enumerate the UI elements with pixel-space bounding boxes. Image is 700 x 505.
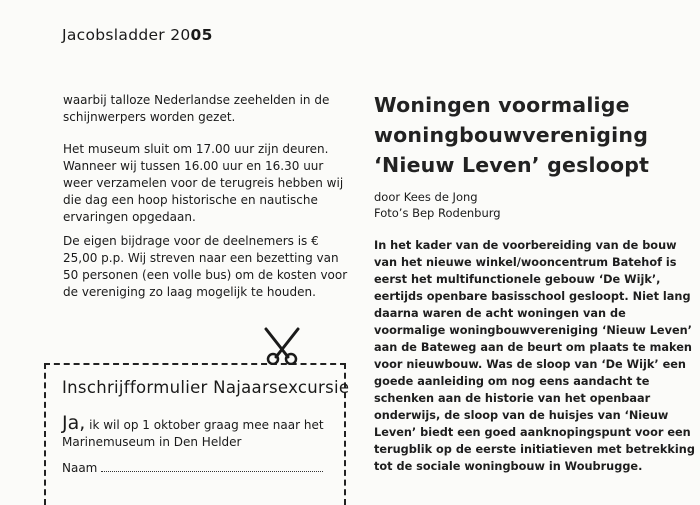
header-prefix: Jacobsladder 20 xyxy=(62,26,191,44)
form-title: Inschrijfformulier Najaarsexcursie xyxy=(62,378,350,397)
page-header xyxy=(62,26,213,44)
article-intro: In het kader van de voorbereiding van de bouw van het nieuwe winkel/wooncentrum Batehof is eerst het multifunctionele gebouw ‘De Wijk’, eertijds openbare basisschool gesloopt. Niet lang daarna waren de acht woningen van de voormalige woningbouwvereniging ‘Nieuw Leven’ aan de Bateweg aan de beurt om plaats te maken voor nieuwbouw. Was de sloop van ‘De Wijk’ een goede aanleiding om nog eens aandacht te schenken aan de historie van het openbaar onderwijs, de sloop van de huisjes van ‘Nieuw Leven’ biedt een goed aanknopingspunt voor een terugblik op de eerste initiatieven met betrekking tot de sociale woningbouw in Woubrugge. xyxy=(374,239,695,473)
form-signup-line: ik wil op 1 oktober graag mee naar het Marinemuseum in Den Helder xyxy=(62,418,324,449)
form-name-label: Naam xyxy=(62,461,98,475)
left-paragraph-1: waarbij talloze Nederlandse zeehelden in de schijnwerpers worden gezet. xyxy=(63,93,330,124)
form-name-row xyxy=(62,461,323,475)
scissors-icon xyxy=(262,327,302,365)
article-byline xyxy=(374,189,501,221)
article-author: door Kees de Jong xyxy=(374,190,478,204)
form-signup-text xyxy=(62,412,338,451)
article-title: Woningen voormalige woningbouwvereniging ‘Nieuw Leven’ gesloopt xyxy=(374,93,650,177)
left-paragraph-3: De eigen bijdrage voor de deelnemers is € 25,00 p.p. Wij streven naar een bezetting van 50 personen (een volle bus) om de kosten voor de vereniging zo laag mogelijk te houden. xyxy=(63,234,348,299)
header-year-suffix: 05 xyxy=(190,26,213,44)
form-name-field[interactable] xyxy=(101,461,323,472)
article-photo-credit: Foto’s Bep Rodenburg xyxy=(374,206,501,220)
form-ja: Ja, xyxy=(62,412,86,434)
left-paragraph-2: Het museum sluit om 17.00 uur zijn deuren. Wanneer wij tussen 16.00 uur en 16.30 uur weer verzamelen voor de terugreis hebben wij die dag een hoop historische en nautische ervaringen opgedaan. xyxy=(63,142,344,224)
